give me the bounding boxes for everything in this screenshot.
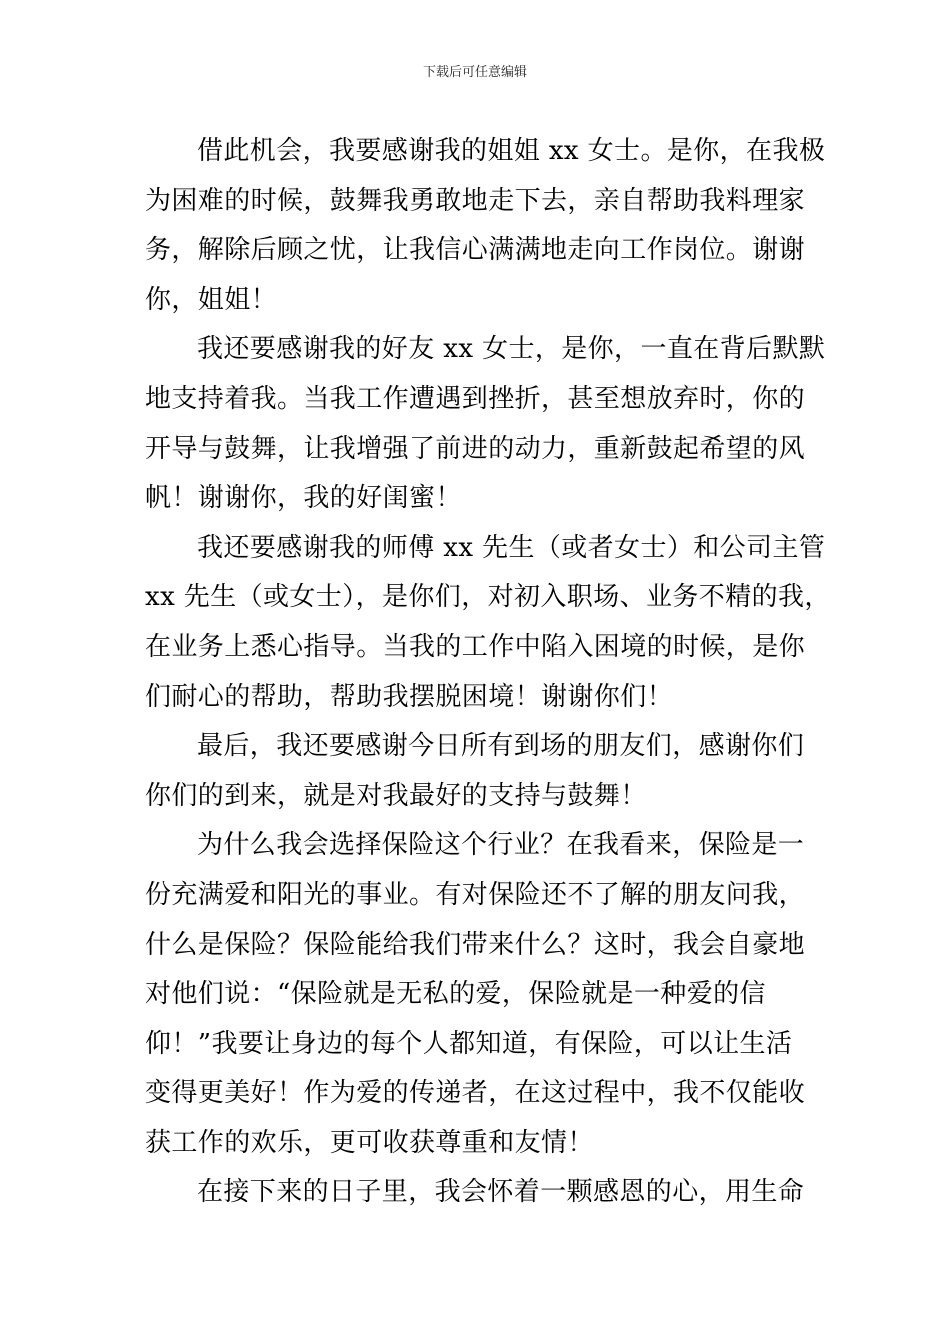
paragraph-thanks-guests — [145, 722, 810, 821]
text-line: 获工作的欢乐，更可收获尊重和友情！ — [145, 1127, 594, 1158]
text-line: 在业务上悉心指导。当我的工作中陷入困境的时候，是你 — [145, 631, 806, 662]
text-line: 什么是保险？保险能给我们带来什么？这时，我会自豪地 — [145, 929, 806, 960]
text-line: 务，解除后顾之忧，让我信心满满地走向工作岗位。谢谢 — [145, 235, 806, 266]
text-line: 为什么我会选择保险这个行业？在我看来，保险是一 — [197, 830, 805, 861]
paragraph-future — [145, 1168, 810, 1218]
text-line: 在接下来的日子里，我会怀着一颗感恩的心，用生命 — [197, 1177, 805, 1208]
text-line: 为困难的时候，鼓舞我勇敢地走下去，亲自帮助我料理家 — [145, 185, 806, 216]
text-line: 仰！”我要让身边的每个人都知道，有保险，可以让生活 — [145, 1028, 793, 1059]
text-line: 帆！谢谢你，我的好闺蜜！ — [145, 483, 462, 514]
paragraph-thanks-friend — [145, 325, 826, 523]
paragraph-thanks-sister — [145, 127, 826, 325]
paragraph-thanks-mentor — [145, 524, 831, 722]
text-line: 最后，我还要感谢今日所有到场的朋友们，感谢你们 — [197, 731, 805, 762]
text-line: 你们的到来，就是对我最好的支持与鼓舞！ — [145, 780, 647, 811]
text-line: 借此机会，我要感谢我的姐姐 xx 女士。是你，在我极 — [197, 136, 826, 166]
text-line: 地支持着我。当我工作遭遇到挫折，甚至想放弃时，你的 — [145, 383, 806, 414]
paragraph-why-insurance — [145, 821, 810, 1168]
text-line: 你，姐姐！ — [145, 284, 278, 315]
text-line: 我还要感谢我的师傅 xx 先生（或者女士）和公司主管 — [197, 532, 826, 563]
text-line: 变得更美好！作为爱的传递者，在这过程中，我不仅能收 — [145, 1078, 806, 1109]
text-line: 开导与鼓舞，让我增强了前进的动力，重新鼓起希望的风 — [145, 433, 806, 464]
text-line: 我还要感谢我的好友 xx 女士，是你，一直在背后默默 — [197, 334, 826, 365]
text-line: 们耐心的帮助，帮助我摆脱困境！谢谢你们！ — [145, 681, 674, 712]
text-line: 份充满爱和阳光的事业。有对保险还不了解的朋友问我， — [145, 879, 806, 910]
text-line: xx 先生（或女士），是你们，对初入职场、业务不精的我， — [145, 582, 831, 613]
page-header: 下载后可任意编辑 — [422, 65, 527, 80]
document-body — [145, 127, 831, 1218]
text-line: 对他们说：“保险就是无私的爱，保险就是一种爱的信 — [145, 979, 766, 1010]
